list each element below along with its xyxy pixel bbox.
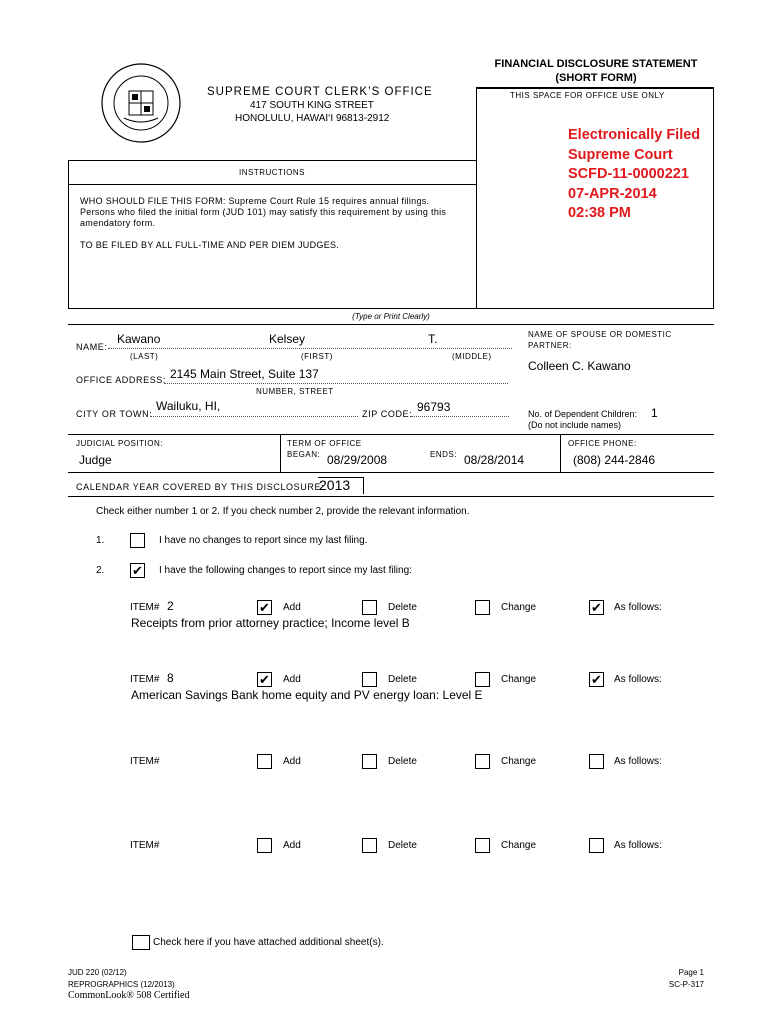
office-address-label: OFFICE ADDRESS: — [76, 375, 167, 385]
as-follows-checkbox[interactable]: ✔ — [589, 600, 604, 615]
change-label: Change — [501, 756, 537, 767]
phone-label: OFFICE PHONE: — [568, 439, 637, 448]
ends-value[interactable]: 08/28/2014 — [464, 453, 525, 467]
spouse-label-2: PARTNER: — [528, 341, 572, 350]
delete-label: Delete — [388, 756, 417, 767]
dependents-label: No. of Dependent Children: — [528, 409, 638, 419]
stamp-line: 02:38 PM — [568, 205, 631, 221]
delete-label: Delete — [388, 840, 417, 851]
change-checkbox[interactable] — [475, 672, 490, 687]
last-name-value[interactable]: Kawano — [117, 332, 161, 346]
court-seal — [100, 62, 182, 144]
change-checkbox[interactable] — [475, 838, 490, 853]
item-number[interactable]: 2 — [167, 599, 174, 613]
document-code: SC-P-317 — [668, 980, 704, 989]
zip-value[interactable]: 96793 — [417, 400, 451, 414]
check-instructions: Check either number 1 or 2. If you check number 2, provide the relevant information. — [96, 506, 470, 517]
item-label: ITEM# — [130, 840, 160, 851]
middle-name-value[interactable]: T. — [428, 332, 438, 346]
attached-sheets-label: Check here if you have attached additional sheet(s). — [153, 937, 384, 948]
as-follows-label: As follows: — [614, 674, 662, 685]
change-label: Change — [501, 840, 537, 851]
calendar-label: CALENDAR YEAR COVERED BY THIS DISCLOSURE: — [76, 482, 325, 492]
form-subtitle: (SHORT FORM) — [555, 72, 637, 84]
ends-label: ENDS: — [430, 450, 457, 459]
first-name-value[interactable]: Kelsey — [269, 332, 306, 346]
instructions-line: amendatory form. — [80, 218, 156, 228]
dependents-note: (Do not include names) — [528, 420, 622, 430]
term-label: TERM OF OFFICE — [287, 439, 362, 448]
instructions-text — [80, 196, 446, 229]
position-value[interactable]: Judge — [79, 453, 112, 467]
item-label: ITEM# — [130, 674, 160, 685]
item-row — [0, 597, 770, 630]
office-address-value[interactable]: 2145 Main Street, Suite 137 — [170, 367, 319, 381]
add-checkbox[interactable] — [257, 754, 272, 769]
type-print-note: (Type or Print Clearly) — [352, 312, 430, 321]
zip-label: ZIP CODE: — [362, 409, 413, 419]
change-label: Change — [501, 602, 537, 613]
add-checkbox[interactable]: ✔ — [257, 672, 272, 687]
add-label: Add — [283, 674, 301, 685]
name-label: NAME: — [76, 342, 108, 352]
change-label: Change — [501, 674, 537, 685]
delete-label: Delete — [388, 602, 417, 613]
address-line-2: HONOLULU, HAWAI‘I 96813-2912 — [235, 113, 390, 124]
as-follows-checkbox[interactable] — [589, 838, 604, 853]
item-row — [0, 753, 770, 783]
add-checkbox[interactable] — [257, 838, 272, 853]
spouse-value[interactable]: Colleen C. Kawano — [528, 359, 631, 373]
position-label: JUDICIAL POSITION: — [76, 439, 163, 448]
city-label: CITY OR TOWN: — [76, 409, 153, 419]
instructions-line: WHO SHOULD FILE THIS FORM: Supreme Court Rule 15 requires annual filings. — [80, 196, 430, 206]
office-use-label: THIS SPACE FOR OFFICE USE ONLY — [510, 91, 665, 100]
address-caption: NUMBER, STREET — [256, 387, 334, 396]
as-follows-label: As follows: — [614, 756, 662, 767]
delete-checkbox[interactable] — [362, 672, 377, 687]
add-label: Add — [283, 840, 301, 851]
item-row — [0, 837, 770, 867]
item-description[interactable]: American Savings Bank home equity and PV energy loan: Level E — [131, 688, 483, 702]
middle-caption: (MIDDLE) — [452, 352, 492, 361]
first-caption: (FIRST) — [301, 352, 333, 361]
option-2-checkbox[interactable]: ✔ — [130, 563, 145, 578]
delete-checkbox[interactable] — [362, 600, 377, 615]
option-1-text: I have no changes to report since my last filing. — [159, 535, 368, 546]
option-2-text: I have the following changes to report since my last filing: — [159, 565, 412, 576]
city-value[interactable]: Wailuku, HI, — [156, 399, 221, 413]
stamp-line: Supreme Court — [568, 146, 673, 163]
office-name: SUPREME COURT CLERK’S OFFICE — [207, 86, 433, 98]
item-row — [0, 669, 770, 702]
stamp-line: SCFD-11-0000221 — [568, 166, 689, 182]
item-label: ITEM# — [130, 756, 160, 767]
spouse-label: NAME OF SPOUSE OR DOMESTIC — [528, 330, 672, 339]
as-follows-label: As follows: — [614, 840, 662, 851]
calendar-year[interactable]: 2013 — [319, 477, 351, 493]
item-number[interactable]: 8 — [167, 671, 174, 685]
stamp-line: Electronically Filed — [568, 127, 701, 143]
change-checkbox[interactable] — [475, 754, 490, 769]
add-checkbox[interactable]: ✔ — [257, 600, 272, 615]
change-checkbox[interactable] — [475, 600, 490, 615]
stamp-line: 07-APR-2014 — [568, 185, 657, 202]
option-1-number: 1. — [96, 535, 105, 546]
item-label: ITEM# — [130, 602, 160, 613]
delete-checkbox[interactable] — [362, 838, 377, 853]
dependents-value[interactable]: 1 — [651, 406, 658, 420]
item-list — [0, 597, 770, 857]
delete-label: Delete — [388, 674, 417, 685]
reprographics: REPROGRAPHICS (12/2013) — [68, 980, 175, 989]
option-1-checkbox[interactable] — [130, 533, 145, 548]
as-follows-checkbox[interactable]: ✔ — [589, 672, 604, 687]
option-2-number: 2. — [96, 565, 105, 576]
began-label: BEGAN: — [287, 450, 321, 459]
phone-value[interactable]: (808) 244-2846 — [573, 453, 656, 467]
form-title: FINANCIAL DISCLOSURE STATEMENT — [494, 58, 698, 70]
add-label: Add — [283, 756, 301, 767]
add-label: Add — [283, 602, 301, 613]
instructions-heading: INSTRUCTIONS — [239, 168, 305, 177]
attached-sheets-checkbox[interactable] — [132, 935, 150, 950]
page-number: Page 1 — [678, 968, 704, 977]
form-number: JUD 220 (02/12) — [68, 968, 127, 977]
address-line-1: 417 SOUTH KING STREET — [250, 100, 374, 111]
as-follows-checkbox[interactable] — [589, 754, 604, 769]
instructions-line: Persons who filed the initial form (JUD 101) may satisfy this requirement by using this — [80, 207, 447, 217]
filing-requirement: TO BE FILED BY ALL FULL-TIME AND PER DIEM JUDGES. — [80, 240, 340, 250]
delete-checkbox[interactable] — [362, 754, 377, 769]
last-caption: (LAST) — [130, 352, 159, 361]
certification: CommonLook® 508 Certified — [68, 990, 190, 1001]
as-follows-label: As follows: — [614, 602, 662, 613]
electronic-filing-stamp — [568, 126, 700, 224]
began-value[interactable]: 08/29/2008 — [327, 453, 388, 467]
item-description[interactable]: Receipts from prior attorney practice; Income level B — [131, 616, 410, 630]
